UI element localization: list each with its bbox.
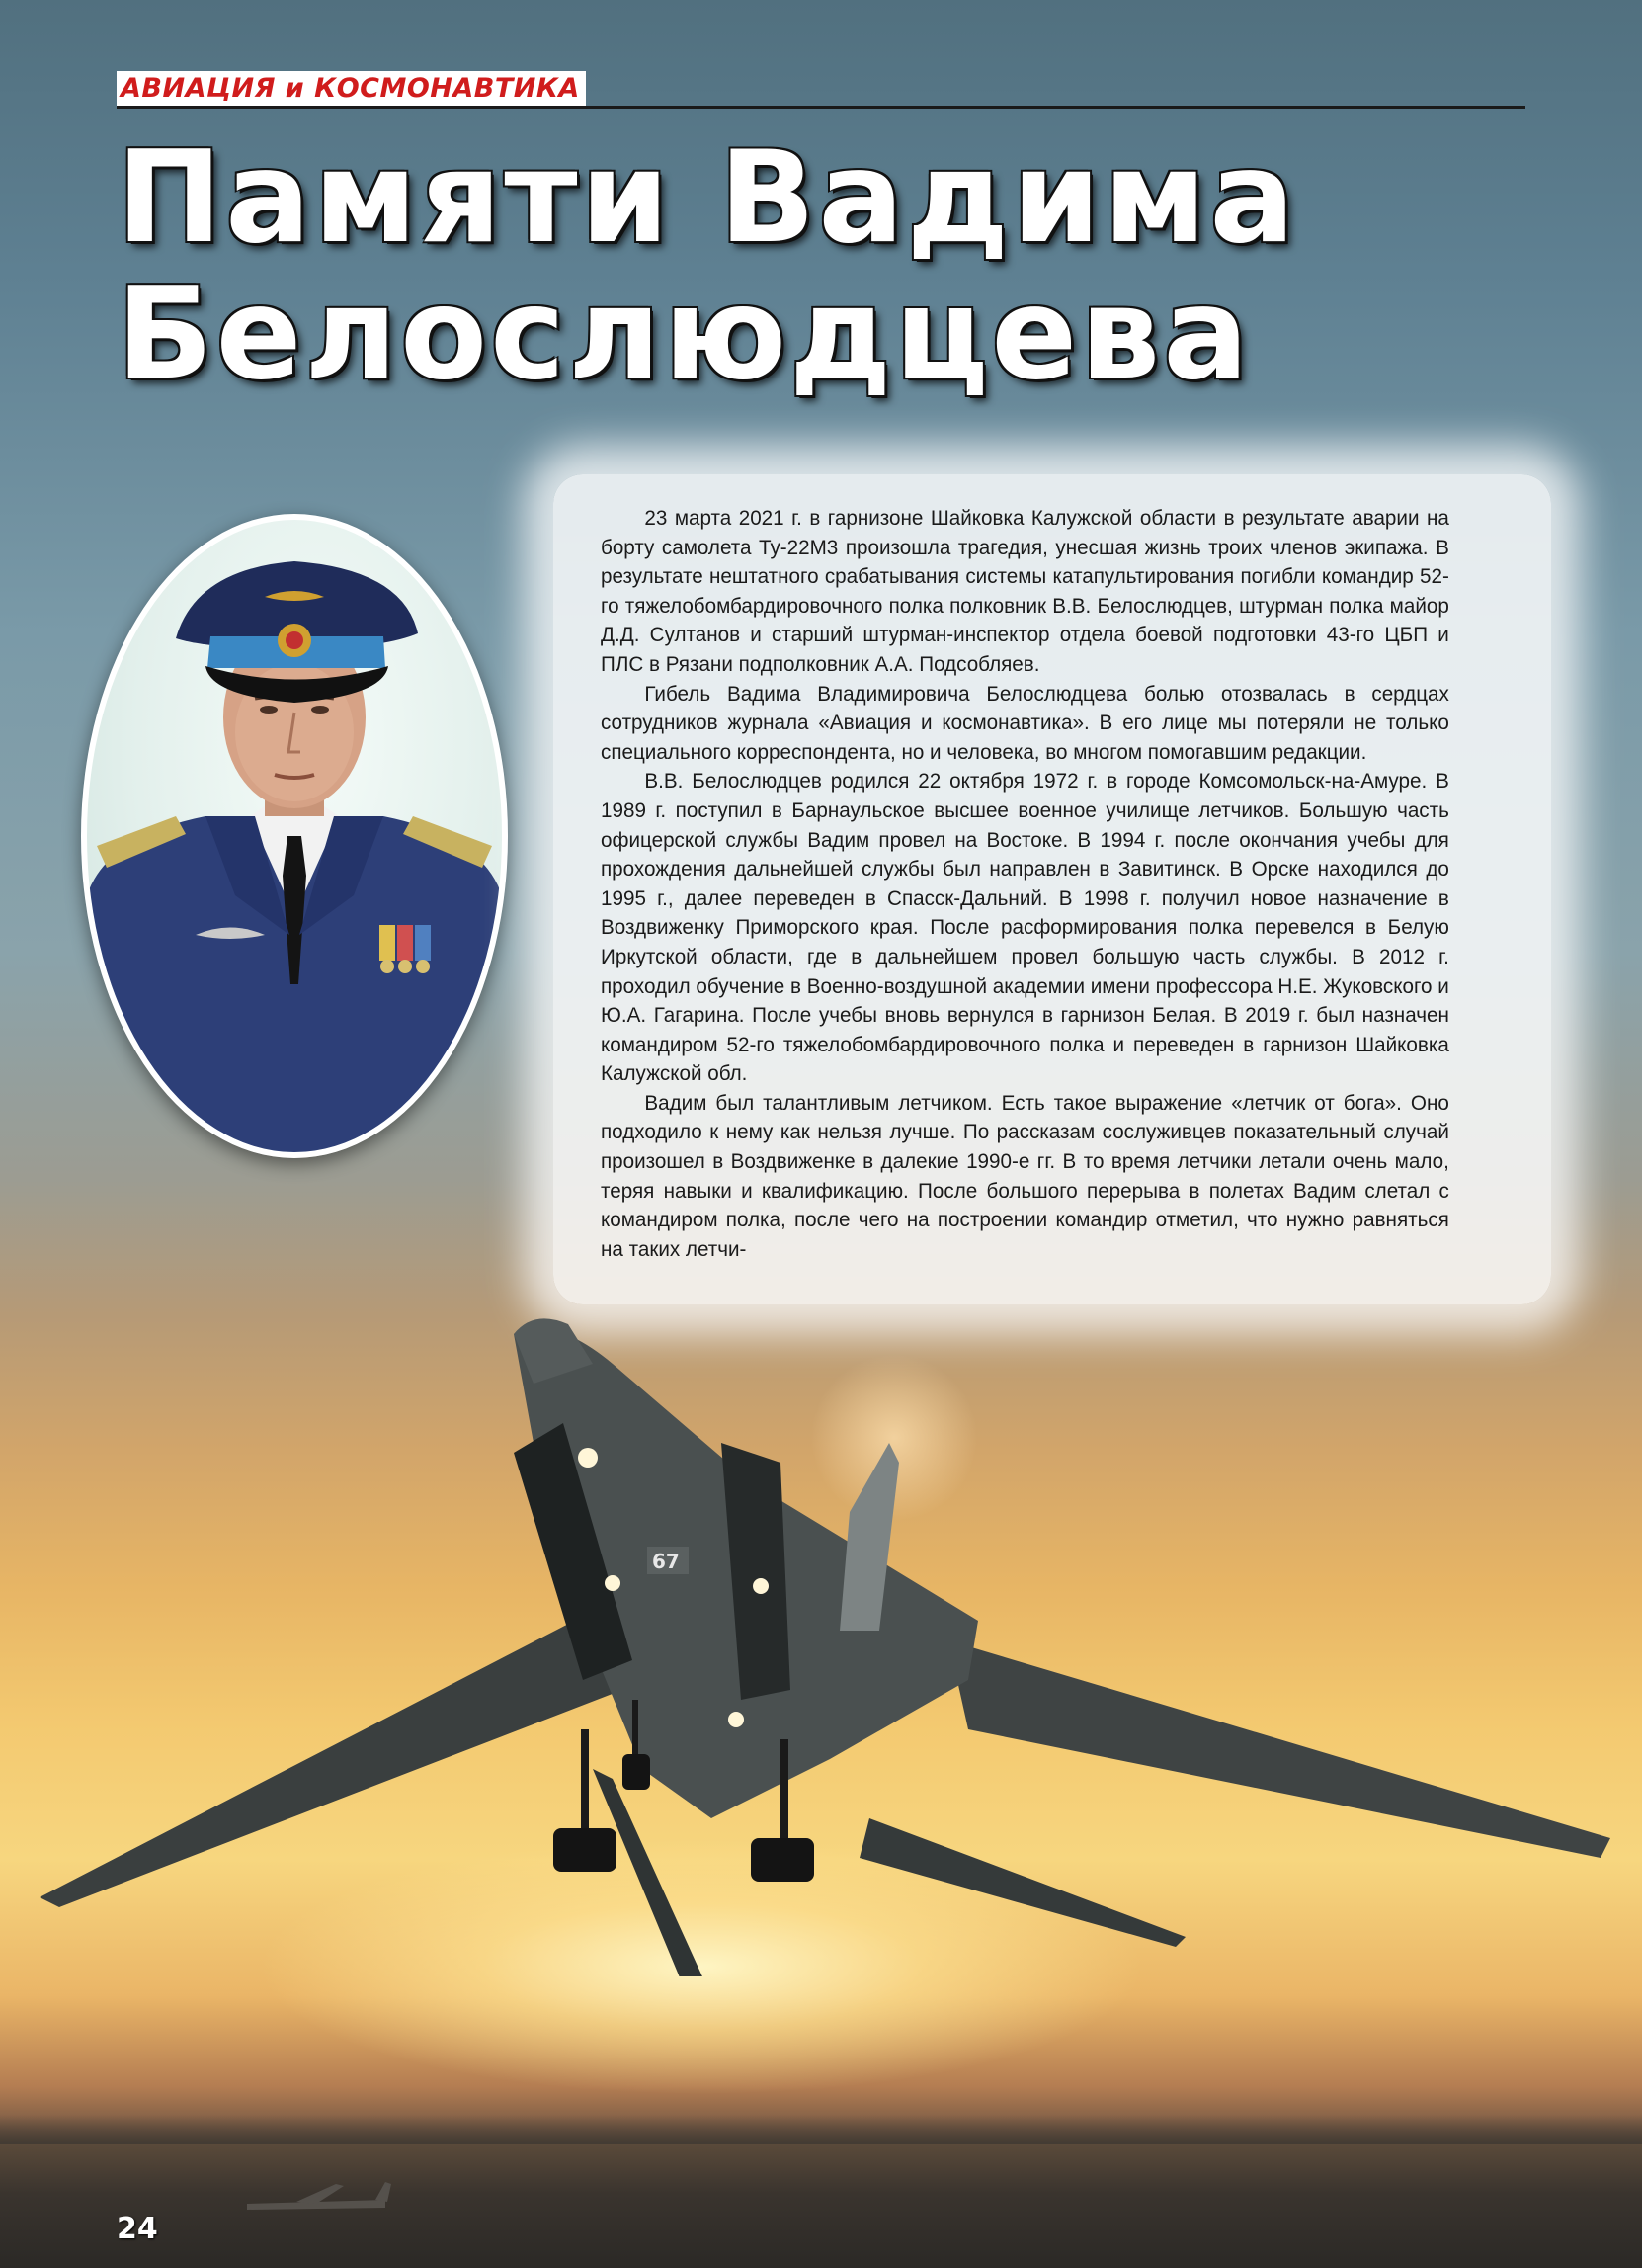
bomber-aircraft-photo	[0, 1304, 1642, 1976]
headline-line-2: Белослюдцева	[117, 261, 1252, 408]
section-header	[117, 69, 1525, 111]
officer-portrait-illustration	[87, 520, 502, 1152]
article-paragraph: В.В. Белослюдцев родился 22 октября 1972 г. в городе Комсомольск-на-Амуре. В 1989 г. поступил в Барнаульское высшее военное училище летчиков. Большую часть офицерской службы Вадим провел на Востоке. В 1994 г. после окончания учебы для прохождения дальнейшей службы был направлен в Завитинск. В Орске находился до 1995 г., далее переведен в Спасск-Дальний. В 1998 г. получил новое назначение в Воздвиженку Приморского края. После расформирования полка перевелся в Белую Иркутской области, где в дальнейшем провел большую часть службы. В 2012 г. проходил обучение в Военно-воздушной академии имени профессора Н.Е. Жуковского и Ю.А. Гагарина. После учебы вновь вернулся в гарнизон Белая. В 2019 г. был назначен командиром 52-го тяжелобомбардировочного полка и переведен в гарнизон Шайковка Калужской обл.	[601, 769, 1449, 1086]
headline	[117, 125, 1500, 408]
aircraft-tail-number: 67	[652, 1550, 680, 1573]
article-paragraph: Вадим был талантливым летчиком. Есть такое выражение «летчик от бога». Оно подходило к нему как нельзя лучше. По рассказам сослуживцев показательный случай произошел в Воздвиженке в далекие 1990-е гг. В то время летчики летали очень мало, теряя навыки и квалификацию. После большого перерыва в полетах Вадим слетал с командиром полка, после чего на построении командир отметил, что нужно равняться на таких летчи-	[601, 1090, 1449, 1261]
article-paragraph: 23 марта 2021 г. в гарнизоне Шайковка Калужской области в результате аварии на борту самолета Ту-22М3 произошла трагедия, унесшая жизнь троих членов экипажа. В результате нештатного срабатывания системы катапультирования погибли командир 52-го тяжелобомбардировочного полка полковник В.В. Белослюдцев, штурман полка майор Д.Д. Султанов и старший штурман-инспектор отдела боевой подготовки 43-го ЦБП и ПЛС в Рязани подполковник А.А. Подсобляев.	[601, 506, 1449, 676]
article-body	[601, 504, 1449, 1264]
page-number: 24	[117, 2212, 158, 2246]
distant-transport-aircraft	[237, 2174, 395, 2224]
magazine-title: АВИАЦИЯ и КОСМОНАВТИКА	[117, 71, 586, 106]
article-paragraph: Гибель Вадима Владимировича Белослюдцева болью отозвалась в сердцах сотрудников журнала «Авиация и космонавтика». В его лице мы потеряли не только специального корреспондента, но и человека, во многом помогавшим редакции.	[601, 681, 1449, 764]
header-rule	[117, 106, 1525, 109]
portrait-photo	[81, 514, 508, 1158]
headline-line-1: Памяти Вадима	[117, 125, 1298, 272]
